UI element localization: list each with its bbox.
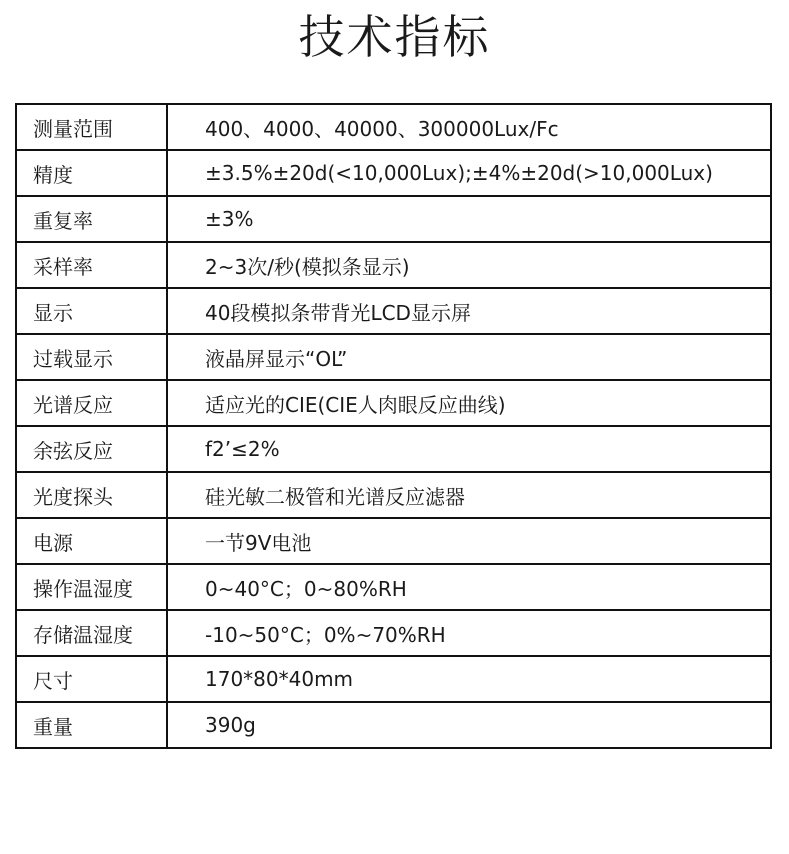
spec-value: 400、4000、40000、300000Lux/Fc [167,104,771,150]
table-row [16,702,771,748]
table-row [16,656,771,702]
spec-value: -10~50°C；0%~70%RH [167,610,771,656]
spec-value: 2~3次/秒(模拟条显示) [167,242,771,288]
table-row [16,472,771,518]
spec-value: 液晶屏显示“OL” [167,334,771,380]
spec-label: 光度探头 [16,472,167,518]
table-row [16,518,771,564]
spec-label: 尺寸 [16,656,167,702]
table-row [16,288,771,334]
spec-label: 重量 [16,702,167,748]
table-row [16,426,771,472]
spec-value: 硅光敏二极管和光谱反应滤器 [167,472,771,518]
spec-value: ±3.5%±20d(<10,000Lux);±4%±20d(>10,000Lux) [167,150,771,196]
spec-value: 一节9V电池 [167,518,771,564]
spec-value: 390g [167,702,771,748]
spec-label: 操作温湿度 [16,564,167,610]
spec-value: 40段模拟条带背光LCD显示屏 [167,288,771,334]
table-row [16,610,771,656]
table-row [16,334,771,380]
spec-label: 精度 [16,150,167,196]
page-title: 技术指标 [298,10,491,64]
spec-label: 过载显示 [16,334,167,380]
spec-label: 存储温湿度 [16,610,167,656]
spec-value: f2’≤2% [167,426,771,472]
table-row [16,104,771,150]
table-row [16,196,771,242]
table-row [16,564,771,610]
spec-label: 显示 [16,288,167,334]
spec-table [15,103,772,749]
spec-label: 电源 [16,518,167,564]
table-row [16,380,771,426]
spec-label: 重复率 [16,196,167,242]
table-row [16,150,771,196]
spec-value: 170*80*40mm [167,656,771,702]
spec-value: 适应光的CIE(CIE人肉眼反应曲线) [167,380,771,426]
spec-label: 测量范围 [16,104,167,150]
spec-label: 光谱反应 [16,380,167,426]
spec-label: 采样率 [16,242,167,288]
spec-label: 余弦反应 [16,426,167,472]
table-row [16,242,771,288]
spec-value: 0~40°C；0~80%RH [167,564,771,610]
spec-value: ±3% [167,196,771,242]
